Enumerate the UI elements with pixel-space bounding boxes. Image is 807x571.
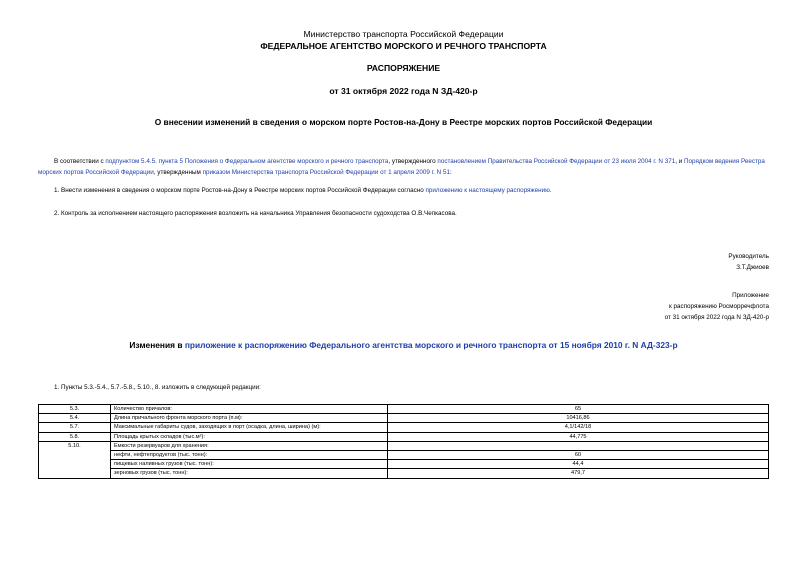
row-name: Площадь крытых складов (тыс.м²): xyxy=(111,432,388,441)
preamble-text-2: , утвержденного xyxy=(388,158,438,165)
ministry-name: Министерство транспорта Российской Федерации xyxy=(303,29,504,39)
row-value xyxy=(388,441,769,450)
item-1-text: 1. Внести изменения в сведения о морском порте Ростов-на-Дону в Реестре морских портов Российской Федерации согласно xyxy=(54,187,426,194)
item-2-paragraph: 2. Контроль за исполнением настоящего распоряжения возложить на начальника Управления безопасности судоходства О.В.Чепкасова. xyxy=(54,210,457,217)
row-name: Длина причального фронта морского порта (п.м): xyxy=(111,414,388,423)
link-original-order-appendix[interactable]: приложение к распоряжению Федерального агентства морского и речного транспорта от 15 ноября 2010 г. N АД-323-р xyxy=(184,340,678,350)
item-1-end: . xyxy=(549,187,552,194)
document-date: от 31 октября 2022 года N ЗД-420-р xyxy=(329,86,478,96)
preamble-text-3: , и xyxy=(675,158,685,165)
preamble-text-5: : xyxy=(449,169,452,176)
appendix-reference xyxy=(665,290,769,323)
row-number xyxy=(39,451,111,460)
table-row xyxy=(39,451,769,460)
table-row xyxy=(39,414,769,423)
signatory-name: З.Т.Джиоев xyxy=(736,264,769,271)
appendix-to-order: к распоряжению Росморречфлота xyxy=(668,303,769,310)
row-name: нефти, нефтепродуктов (тыс. тонн): xyxy=(111,451,388,460)
table-row xyxy=(39,405,769,414)
row-value: 60 xyxy=(388,451,769,460)
row-number: 5.4. xyxy=(39,414,111,423)
row-number: 5.7. xyxy=(39,423,111,432)
appendix-order-date: от 31 октября 2022 года N ЗД-420-р xyxy=(664,314,769,321)
row-number xyxy=(39,469,111,478)
table-row xyxy=(39,441,769,450)
link-regulation-subpoint[interactable]: подпунктом 5.4.5. пункта 5 Положения о Федеральном агентстве морского и речного транспорта xyxy=(105,158,389,165)
appendix-label: Приложение xyxy=(732,292,769,299)
row-name: Максимальные габариты судов, заходящих в порт (осадка, длина, ширина) (м): xyxy=(111,423,388,432)
item-1-paragraph xyxy=(54,185,770,196)
row-name: Количество причалов: xyxy=(111,405,388,414)
table-row xyxy=(39,460,769,469)
table-row xyxy=(39,469,769,478)
row-value: 4,1/142/18 xyxy=(388,423,769,432)
row-value: 479,7 xyxy=(388,469,769,478)
items-intro: 1. Пункты 5.3.-5.4., 5.7.-5.8., 5.10., 8. изложить в следующей редакции: xyxy=(54,384,261,391)
row-name: пищевых наливных грузов (тыс. тонн): xyxy=(111,460,388,469)
row-number: 5.8. xyxy=(39,432,111,441)
appendix-title-text: Изменения в xyxy=(129,340,185,350)
table-row xyxy=(39,423,769,432)
signatory-title: Руководитель xyxy=(728,253,769,260)
row-value: 10416,86 xyxy=(388,414,769,423)
link-registry-procedure[interactable]: Порядком ведения Реестра морских портов Российской Федерации xyxy=(38,158,765,176)
port-data-table xyxy=(38,404,769,479)
signature-block xyxy=(728,251,769,273)
document-type: РАСПОРЯЖЕНИЕ xyxy=(366,63,441,73)
preamble-paragraph xyxy=(38,156,770,178)
row-value: 65 xyxy=(388,405,769,414)
row-number xyxy=(39,460,111,469)
appendix-title xyxy=(0,340,807,350)
row-number: 5.3. xyxy=(39,405,111,414)
link-appendix[interactable]: приложению к настоящему распоряжению xyxy=(425,187,550,194)
row-name: зерновых грузов (тыс. тонн): xyxy=(111,469,388,478)
row-value: 44,775 xyxy=(388,432,769,441)
row-value: 44,4 xyxy=(388,460,769,469)
link-government-decree[interactable]: постановлением Правительства Российской Федерации от 23 июля 2004 г. N 371 xyxy=(437,158,676,165)
preamble-text-1: В соответствии с xyxy=(54,158,106,165)
row-number: 5.10. xyxy=(39,441,111,450)
preamble-text-4: , утвержденным xyxy=(153,169,203,176)
table-row xyxy=(39,432,769,441)
row-name: Емкости резервуаров для хранения: xyxy=(111,441,388,450)
link-ministry-order[interactable]: приказом Министерства транспорта Российской Федерации от 1 апреля 2009 г. N 51 xyxy=(202,169,450,176)
agency-name: ФЕДЕРАЛЬНОЕ АГЕНТСТВО МОРСКОГО И РЕЧНОГО ТРАНСПОРТА xyxy=(260,41,547,51)
document-subject: О внесении изменений в сведения о морском порте Ростов-на-Дону в Реестре морских портов Российской Федерации xyxy=(154,117,653,127)
